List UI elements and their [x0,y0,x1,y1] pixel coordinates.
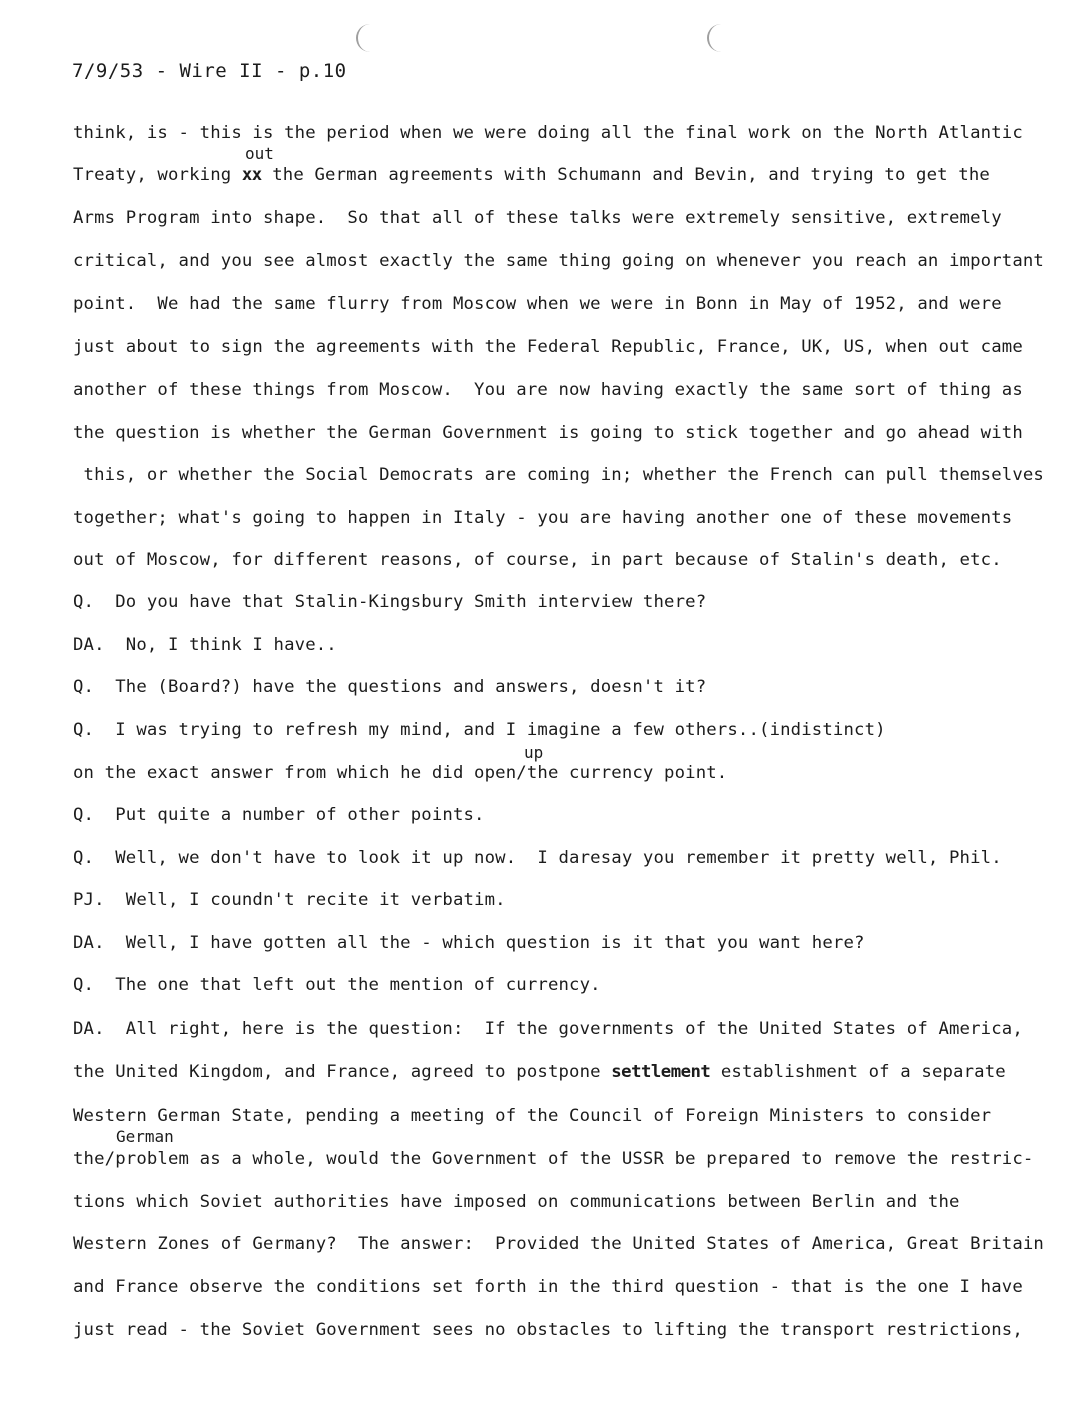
text-line: point. We had the same flurry from Moscow when we were in Bonn in May of 1952, and were [73,294,1002,314]
scan-mark [707,24,723,52]
text-line: tions which Soviet authorities have imposed on communications between Berlin and the [73,1192,960,1212]
scan-mark [356,24,372,52]
text-line: Q. Put quite a number of other points. [73,805,485,825]
text-line: and France observe the conditions set forth in the third question - that is the one I have [73,1277,1023,1297]
text-segment: the German agreements with Schumann and Bevin, and trying to get the [261,165,990,185]
text-line: DA. No, I think I have.. [73,635,337,655]
text-line: together; what's going to happen in Italy - you are having another one of these movements [73,508,1013,528]
text-line: Q. The (Board?) have the questions and answers, doesn't it? [73,677,707,697]
text-line: DA. Well, I have gotten all the - which question is it that you want here? [73,933,865,953]
text-line: think, is - this is the period when we were doing all the final work on the North Atlantic [73,123,1023,143]
text-line: critical, and you see almost exactly the same thing going on whenever you reach an important [73,251,1044,271]
text-line: DA. All right, here is the question: If the governments of the United States of America, [73,1019,1023,1039]
text-line: the question is whether the German Government is going to stick together and go ahead with [73,423,1023,443]
text-line: Western Zones of Germany? The answer: Provided the United States of America, Great Britain [73,1234,1044,1254]
text-line: out of Moscow, for different reasons, of course, in part because of Stalin's death, etc. [73,550,1002,570]
struck-word: settlement [611,1062,711,1082]
text-line: another of these things from Moscow. You are now having exactly the same sort of thing as [73,380,1023,400]
text-line [73,1062,1006,1082]
insertion-out: out [245,144,274,163]
insertion-german: German [116,1127,174,1146]
page-header: 7/9/53 - Wire II - p.10 [72,60,347,82]
insertion-up: up [524,743,544,762]
text-segment: the United Kingdom, and France, agreed to postpone [73,1062,612,1082]
text-line: PJ. Well, I coundn't recite it verbatim. [73,890,506,910]
text-line: Q. The one that left out the mention of currency. [73,975,601,995]
text-line: just about to sign the agreements with the Federal Republic, France, UK, US, when out came [73,337,1023,357]
text-line: Q. Well, we don't have to look it up now. I daresay you remember it pretty well, Phil. [73,848,1002,868]
text-line: Arms Program into shape. So that all of these talks were extremely sensitive, extremely [73,208,1002,228]
text-line: just read - the Soviet Government sees no obstacles to lifting the transport restrictions, [73,1320,1023,1340]
text-line: on the exact answer from which he did open/the currency point. [73,763,728,783]
text-line: Western German State, pending a meeting of the Council of Foreign Ministers to consider [73,1106,992,1126]
text-segment: establishment of a separate [710,1062,1006,1082]
text-line: Q. Do you have that Stalin-Kingsbury Smith interview there? [73,592,707,612]
text-line: the/problem as a whole, would the Government of the USSR be prepared to remove the restric- [73,1149,1034,1169]
struck-word: xx [241,165,262,185]
text-segment: Treaty, working [73,165,242,185]
text-line: Q. I was trying to refresh my mind, and I imagine a few others..(indistinct) [73,720,886,740]
text-line: this, or whether the Social Democrats are coming in; whether the French can pull themselves [73,465,1044,485]
text-line [73,165,990,185]
